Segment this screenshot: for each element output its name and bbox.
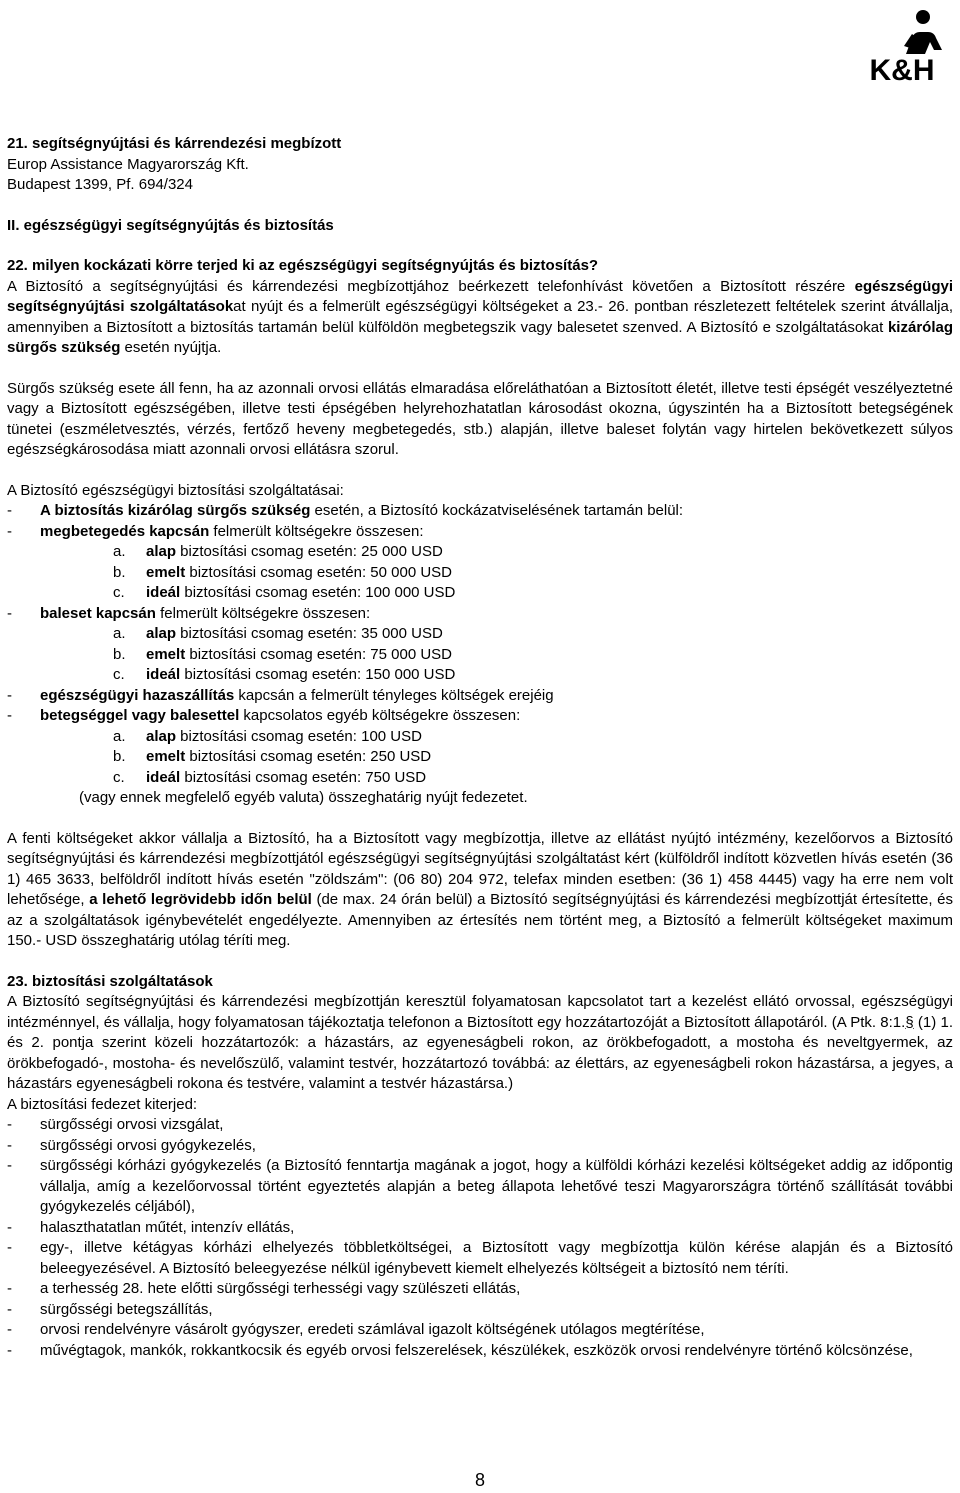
- coverage-note: (vagy ennek megfelelő egyéb valuta) összeghatárig nyújt fedezetet.: [79, 789, 528, 806]
- page-number: 8: [474, 1470, 485, 1490]
- coverage-intro: A biztosítási fedezet kiterjed:: [7, 1095, 198, 1113]
- section-22-paragraph-3: A fenti költségeket akkor vállalja a Biztosító, ha a Biztosított vagy megbízottja, illetve az ellátást nyújtó intézmény, kezelőorvos a Biztosító segítségnyújtási és kárrendezési megbízottjától egészségügyi segítségnyújtási szolgáltatást kért (külföldről indított közvetlen hívás esetén (36 1) 465 3633, belföldről indított hívás esetén "zöldszám": (06 80) 204 972, telefax minden esetben: (36 1) 458 4445) vagy ha erre nem volt lehetősége, a lehető legrövidebb időn belül (de max. 24 órán belül) a Biztosító segítségnyújtási és kárrendezési megbízottját értesítette, és az a szolgáltatások igénybevételét engedélyezte. Amennyiben az értesítés nem történt meg, a Biztosító a felmerült költségeket maximum 150.- USD összeghatárig utólag téríti meg.: [7, 829, 954, 949]
- services-intro: A Biztosító egészségügyi biztosítási szolgáltatásai:: [7, 481, 344, 499]
- list-item: - művégtagok, mankók, rokkantkocsik és egyéb orvosi felszerelések, készülékek, eszközök orvosi rendelvényre történő kölcsönzése,: [7, 1341, 913, 1359]
- document-body: [7, 134, 953, 1361]
- list-item: - baleset kapcsán felmerült költségekre összesen:: [7, 604, 371, 622]
- section-22-paragraph-2: Sürgős szükség esete áll fenn, ha az azonnali orvosi ellátás elmaradása előreláthatóan a Biztosított életét, illetve testi épségét veszélyeztetné vagy a Biztosított egészségében, illetve testi épségében helyrehozhatatlan károsodást okozna, úgyszintén ha a Biztosított betegségének tünetei (eszméletvesztés, vérzés, fertőző heveny megbetegedés, stb.) alapján, illetve baleset folytán vagy hirtelen bekövetkezett súlyos egészségkárosodása miatt azonnali orvosi ellátásra szorul.: [7, 379, 953, 458]
- sub-item: b. emelt biztosítási csomag esetén: 250 USD: [113, 748, 432, 765]
- list-item: - sürgősségi kórházi gyógykezelés (a Biztosító fenntartja magának a jogot, hogy a külföldi kórházi kezelési költségeket addig az időpontig vállalja, amíg a kezelőorvossal történt egyeztetés alapján a beteg állapota lehetővé teszi Magyarországra történő szállítását további gyógykezelés céljából),: [7, 1157, 953, 1215]
- list-item: - halaszthatatlan műtét, intenzív ellátás,: [7, 1218, 295, 1236]
- sub-item: a. alap biztosítási csomag esetén: 25 000 USD: [113, 543, 443, 560]
- section-21-heading: 21. segítségnyújtási és kárrendezési megbízott: [7, 135, 342, 152]
- section-23-heading: 23. biztosítási szolgáltatások: [7, 972, 213, 990]
- sub-item: c. ideál biztosítási csomag esetén: 750 USD: [113, 768, 427, 786]
- section-ii-title: II. egészségügyi segítségnyújtás és biztosítás: [7, 216, 334, 234]
- section-22-heading: 22. milyen kockázati körre terjed ki az egészségügyi segítségnyújtás és biztosítás?: [7, 257, 599, 274]
- list-item: - betegséggel vagy balesettel kapcsolatos egyéb költségekre összesen:: [7, 707, 521, 724]
- list-item: - sürgősségi orvosi vizsgálat,: [7, 1116, 224, 1133]
- section-23-paragraph-1: A Biztosító segítségnyújtási és kárrendezési megbízottján keresztül folyamatosan kapcsolatot tart a kezelést ellátó orvossal, egészségügyi intézménnyel, és vállalja, hogy folyamatosan tájékoztatja telefonon a Biztosított egy hozzátartozóját a Biztosított állapotáról. (A Ptk. 8:1.§ (1) 1. és 2. pontja szerint közeli hozzátartozók: a házastárs, az egyeneságbeli rokon, az örökbefogadott, a mostoha és neveltgyermek, az örökbefogadó-, mostoha- és nevelőszülő, valamint testvér, hozzátartozó továbbá: az élettárs, az egyeneságbeli rokon házastársa, a jegyes, a házastárs egyeneságbeli rokona és testvére, valamint a testvér házastársa.): [7, 993, 953, 1092]
- list-item: - megbetegedés kapcsán felmerült költségekre összesen:: [7, 522, 424, 540]
- sub-item: b. emelt biztosítási csomag esetén: 50 000 USD: [113, 563, 452, 581]
- sub-item: c. ideál biztosítási csomag esetén: 150 000 USD: [113, 666, 456, 683]
- list-item: - sürgősségi orvosi gyógykezelés,: [7, 1136, 256, 1154]
- list-item: - egészségügyi hazaszállítás kapcsán a felmerült tényleges költségek erejéig: [7, 686, 554, 704]
- list-item: - egy-, illetve kétágyas kórházi elhelyezés többletköltségei, a Biztosított vagy megbízottja külön kérése alapján és a Biztosító beleegyezésével. A Biztosító beleegyezése nélkül igénybevett kiemelt elhelyezés költségeit a biztosító nem téríti.: [7, 1239, 953, 1277]
- list-item: - A biztosítás kizárólag sürgős szükség esetén, a Biztosító kockázatviselésének tartamán belül:: [7, 502, 684, 519]
- list-item: - sürgősségi betegszállítás,: [7, 1300, 213, 1318]
- list-item: - a terhesség 28. hete előtti sürgősségi terhességi vagy szülészeti ellátás,: [7, 1280, 521, 1297]
- kh-logo: [852, 4, 952, 84]
- company-address: Budapest 1399, Pf. 694/324: [7, 176, 193, 193]
- section-22-paragraph-1: A Biztosító a segítségnyújtási és kárrendezési megbízottjához beérkezett telefonhívást követően a Biztosított részére egészségügyi segítségnyújtási szolgáltatásokat nyújt és a felmerült egészségügyi költségeket a 23.- 26. pontban részletezett feltételek szerint átvállalja, amennyiben a Biztosított a biztosítás tartamán belül külföldön megbetegszik vagy balesetet szenved. A Biztosító e szolgáltatásokat kizárólag sürgős szükség esetén nyújtja.: [7, 277, 954, 356]
- sub-item: a. alap biztosítási csomag esetén: 35 000 USD: [113, 625, 443, 642]
- svg-text:K&H: K&H: [869, 54, 935, 84]
- list-item: - orvosi rendelvényre vásárolt gyógyszer, eredeti számlával igazolt költségének utólagos megtérítése,: [7, 1321, 705, 1338]
- sub-item: a. alap biztosítási csomag esetén: 100 USD: [113, 727, 422, 745]
- sub-item: c. ideál biztosítási csomag esetén: 100 000 USD: [113, 584, 456, 601]
- company-name: Europ Assistance Magyarország Kft.: [7, 155, 249, 173]
- sub-item: b. emelt biztosítási csomag esetén: 75 000 USD: [113, 645, 452, 663]
